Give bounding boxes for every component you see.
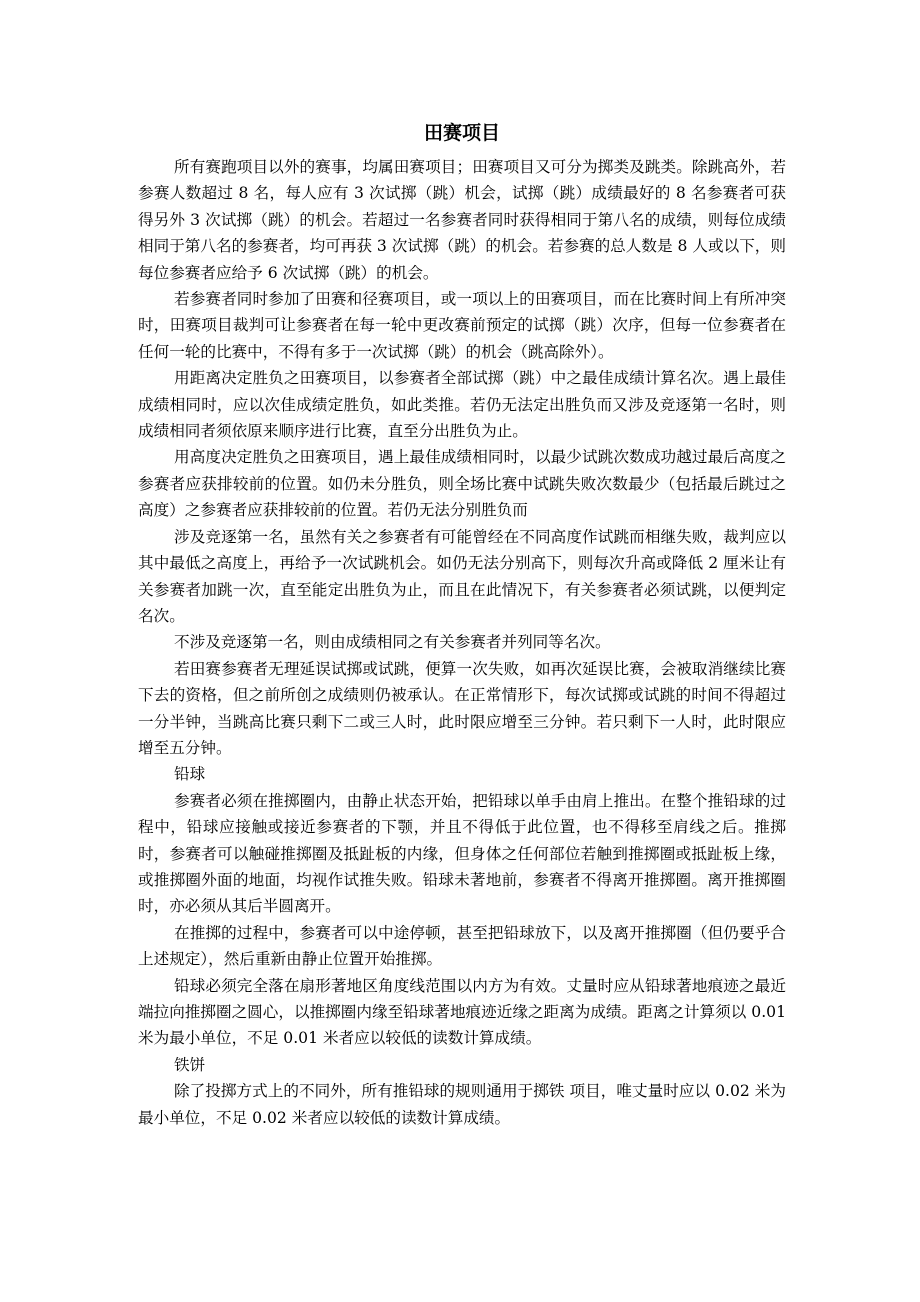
- paragraph-schedule-conflict: 若参赛者同时参加了田赛和径赛项目，或一项以上的田赛项目，而在比赛时间上有所冲突时，田赛项目裁判可让参赛者在每一轮中更改赛前预定的试掷（跳）次序，但每一位参赛者在任何一轮的比赛中，不得有多于一次试掷（跳）的机会（跳高除外）。: [138, 290, 786, 361]
- section-heading-discus: 铁饼: [174, 1055, 206, 1074]
- paragraph-shot-put-measurement: 铅球必须完全落在扇形著地区角度线范围以内方为有效。丈量时应从铅球著地痕迹之最近端拉向推掷圈之圆心，以推掷圈内缘至铅球著地痕迹近缘之距离为成绩。距离之计算须以 0.01 米为最小单位，不足 0.01 米者应以较低的读数计算成绩。: [138, 976, 786, 1048]
- paragraph-tied-ranking: 不涉及竞逐第一名，则由成绩相同之有关参赛者并列同等名次。: [174, 633, 611, 652]
- paragraph-field-events-intro: 所有赛跑项目以外的赛事，均属田赛项目；田赛项目又可分为掷类及跳类。除跳高外，若参赛人数超过 8 名，每人应有 3 次试掷（跳）机会，试掷（跳）成绩最好的 8 名参赛者可获得另外 3 次试掷（跳）的机会。若超过一名参赛者同时获得相同于第八名的成绩，则每位成绩相同于第八名的参赛者，均可再获 3 次试掷（跳）的机会。若参赛的总人数是 8 人或以下，则每位参赛者应给予 6 次试掷（跳）的机会。: [138, 158, 786, 282]
- paragraph-first-place-jumpoff: 涉及竞逐第一名，虽然有关之参赛者有可能曾经在不同高度作试跳而相继失败，裁判应以其中最低之高度上，再给予一次试跳机会。如仍无法分别高下，则每次升高或降低 2 厘米让有关参赛者加跳一次，直至能定出胜负为止，而且在此情况下，有关参赛者必须试跳，以便判定名次。: [138, 527, 786, 625]
- section-heading-shot-put: 铅球: [174, 765, 206, 784]
- paragraph-shot-put-pause: 在推掷的过程中，参赛者可以中途停顿，甚至把铅球放下，以及离开推掷圈（但仍要乎合上述规定），然后重新由静止位置开始推掷。: [138, 923, 786, 969]
- paragraph-height-ranking: 用高度决定胜负之田赛项目，遇上最佳成绩相同时，以最少试跳次数成功越过最后高度之参赛者应获排较前的位置。如仍未分胜负，则全场比赛中试跳失败次数最少（包括最后跳过之高度）之参赛者应获排较前的位置。若仍无法分别胜负而: [138, 448, 786, 520]
- paragraph-distance-ranking: 用距离决定胜负之田赛项目，以参赛者全部试掷（跳）中之最佳成绩计算名次。遇上最佳成绩相同时，应以次佳成绩定胜负，如此类推。若仍无法定出胜负而又涉及竞逐第一名时，则成绩相同者须依原来顺序进行比赛，直至分出胜负为止。: [138, 369, 786, 441]
- paragraph-time-limit: 若田赛参赛者无理延误试掷或试跳，便算一次失败，如再次延误比赛，会被取消继续比赛下去的资格，但之前所创之成绩则仍被承认。在正常情形下，每次试掷或试跳的时间不得超过一分半钟，当跳高比赛只剩下二或三人时，此时限应增至三分钟。若只剩下一人时，此时限应增至五分钟。: [138, 659, 786, 757]
- document-page: [138, 118, 786, 1131]
- paragraph-discus-rules: 除了投掷方式上的不同外，所有推铅球的规则通用于掷铁 项目，唯丈量时应以 0.02 米为最小单位，不足 0.02 米者应以较低的读数计算成绩。: [138, 1082, 786, 1127]
- document-title: 田赛项目: [423, 122, 500, 144]
- paragraph-shot-put-technique: 参赛者必须在推掷圈内，由静止状态开始，把铅球以单手由肩上推出。在整个推铅球的过程中，铅球应接触或接近参赛者的下颚，并且不得低于此位置，也不得移至肩线之后。推掷时，参赛者可以触碰推掷圈及抵趾板的内缘，但身体之任何部位若触到推掷圈或抵趾板上缘，或推掷圈外面的地面，均视作试推失败。铅球未著地前，参赛者不得离开推掷圈。离开推掷圈时，亦必须从其后半圆离开。: [138, 791, 786, 916]
- document-body: [138, 154, 786, 1131]
